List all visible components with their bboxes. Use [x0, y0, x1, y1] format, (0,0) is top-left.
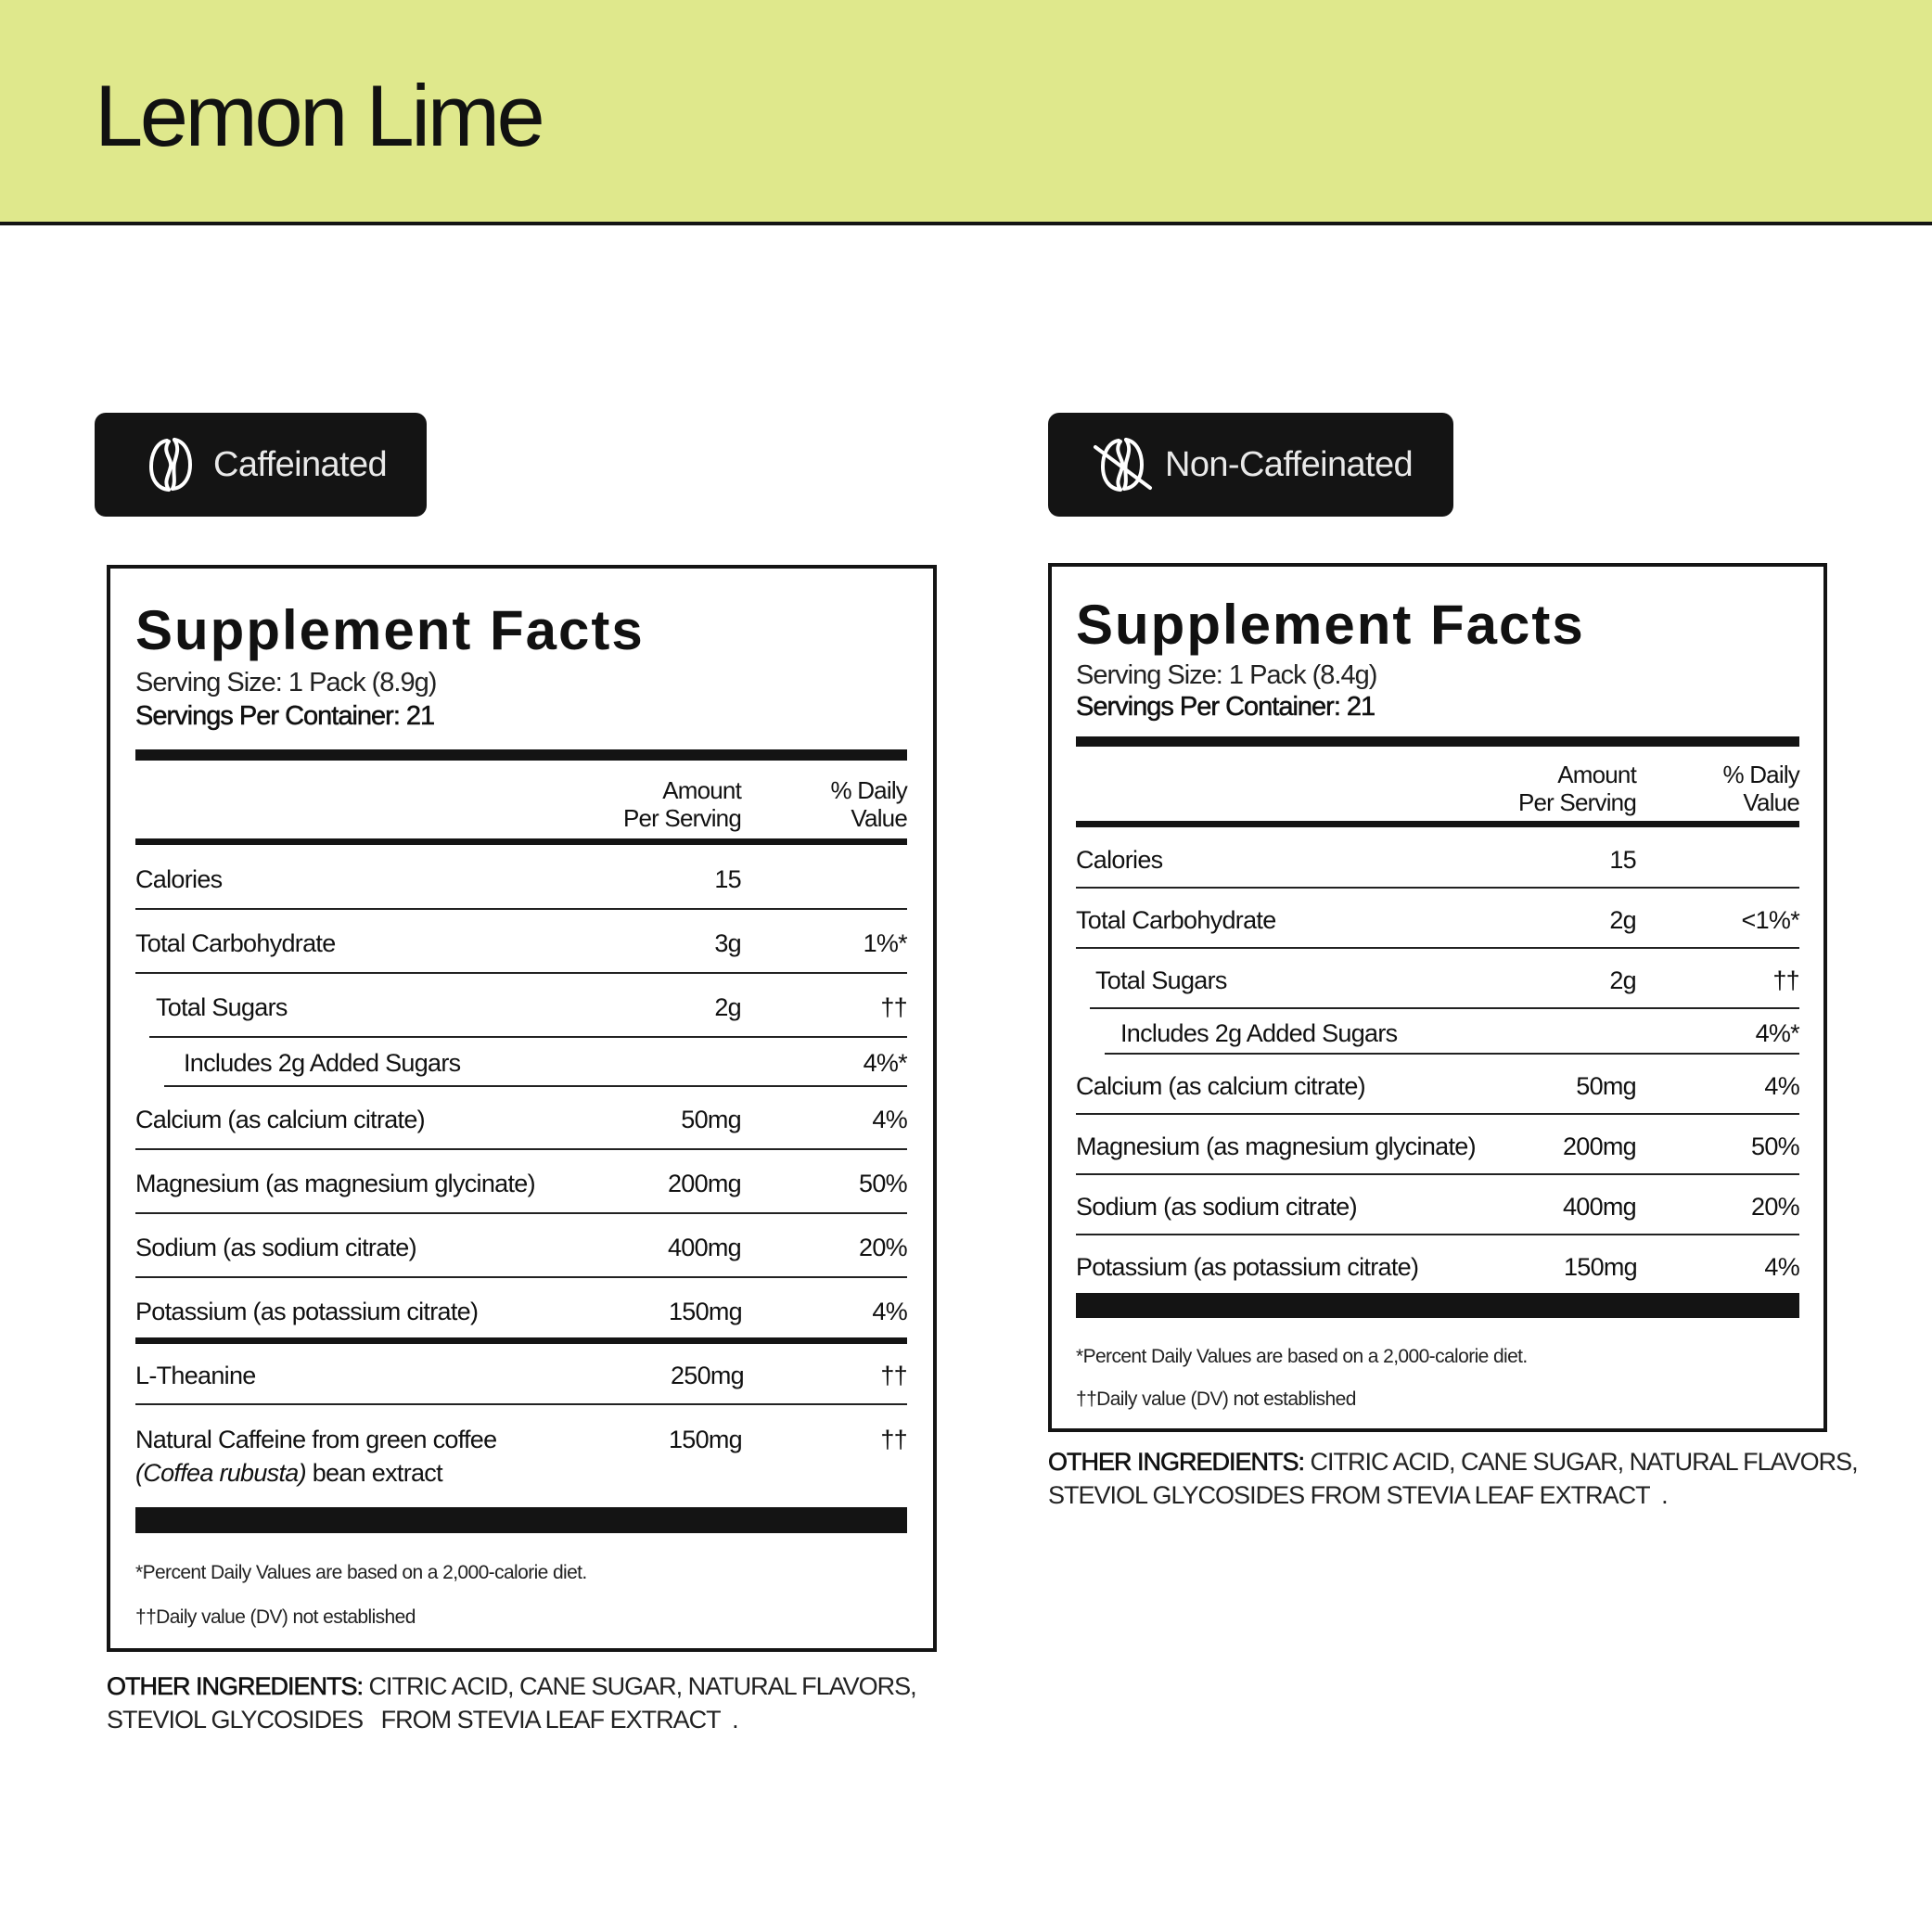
daily-value-column-header — [1670, 761, 1799, 816]
non-caffeinated-badge — [1048, 413, 1453, 517]
serving-size: Serving Size: 1 Pack (8.4g) — [1076, 660, 1377, 690]
ingredients-text: CITRIC ACID, CANE SUGAR, NATURAL FLAVORS, — [363, 1672, 916, 1700]
row-divider — [135, 972, 907, 974]
nutrient-daily-value: †† — [880, 993, 907, 1021]
amount-column-header — [1488, 761, 1636, 816]
footnote-percent-dv: *Percent Daily Values are based on a 2,000-calorie diet. — [1076, 1346, 1528, 1367]
nutrient-daily-value: †† — [880, 1426, 907, 1453]
nutrient-amount: 400mg — [667, 1234, 741, 1261]
row-divider — [149, 1036, 907, 1038]
row-divider — [1076, 947, 1799, 949]
nutrient-amount: 250mg — [670, 1362, 744, 1389]
row-divider — [135, 908, 907, 910]
medium-divider — [135, 838, 907, 845]
amount-header-line1: Amount — [1557, 761, 1636, 788]
row-divider — [1076, 1113, 1799, 1115]
label-rest: bean extract — [305, 1459, 442, 1487]
nutrient-amount: 50mg — [1576, 1072, 1636, 1100]
nutrient-amount: 15 — [1609, 846, 1636, 874]
facts-title: Supplement Facts — [135, 599, 645, 661]
nutrient-label: Total Carbohydrate — [1076, 906, 1276, 934]
nutrient-daily-value: 4% — [872, 1298, 907, 1325]
thick-divider — [1076, 736, 1799, 747]
row-divider — [1090, 1007, 1799, 1009]
thick-bottom-bar — [1076, 1293, 1799, 1318]
dv-header-line1: % Daily — [1722, 761, 1799, 788]
nutrient-label: Includes 2g Added Sugars — [184, 1049, 461, 1077]
nutrient-label: Total Sugars — [156, 993, 288, 1021]
dv-header-line2: Value — [1743, 788, 1799, 816]
other-ingredients-line1 — [107, 1670, 941, 1703]
nutrient-amount: 200mg — [1562, 1132, 1636, 1160]
non-caffeinated-badge-label: Non-Caffeinated — [1165, 444, 1414, 484]
nutrient-amount: 150mg — [668, 1298, 742, 1325]
nutrient-daily-value: <1%* — [1741, 906, 1799, 934]
row-divider — [1076, 887, 1799, 889]
nutrient-label: Calcium (as calcium citrate) — [135, 1106, 425, 1133]
daily-value-column-header — [778, 776, 907, 832]
nutrient-daily-value: 4% — [872, 1106, 907, 1133]
nutrient-daily-value: 1%* — [863, 929, 907, 957]
nutrient-amount: 200mg — [667, 1170, 741, 1197]
nutrient-label: Magnesium (as magnesium glycinate) — [135, 1170, 535, 1197]
nutrient-label: Calories — [1076, 846, 1163, 874]
nutrient-daily-value: †† — [880, 1362, 907, 1389]
row-divider — [135, 1212, 907, 1214]
dv-header-line1: % Daily — [830, 776, 907, 804]
latin-name: (Coffea rubusta) — [135, 1459, 306, 1487]
nutrient-daily-value: 4% — [1764, 1253, 1799, 1281]
nutrient-label: Includes 2g Added Sugars — [1120, 1019, 1398, 1047]
non-caffeinated-other-ingredients — [1048, 1445, 1883, 1512]
dv-header-line2: Value — [851, 804, 907, 832]
nutrient-daily-value: 4% — [1764, 1072, 1799, 1100]
other-ingredients-line2: STEVIOL GLYCOSIDES FROM STEVIA LEAF EXTRACT . — [1048, 1481, 1668, 1509]
nutrient-daily-value: 4%* — [863, 1049, 907, 1077]
nutrient-label: Total Sugars — [1095, 966, 1227, 994]
servings-per-container: Servings Per Container: 21 — [135, 701, 435, 731]
row-divider — [1076, 1234, 1799, 1235]
nutrient-daily-value: †† — [1772, 966, 1799, 994]
nutrient-label: Sodium (as sodium citrate) — [135, 1234, 416, 1261]
caffeinated-supplement-facts — [107, 565, 937, 1652]
amount-header-line2: Per Serving — [622, 804, 741, 832]
nutrient-amount: 2g — [714, 993, 741, 1021]
flavor-title: Lemon Lime — [95, 67, 543, 164]
nutrient-amount: 2g — [1609, 966, 1636, 994]
nutrient-amount: 50mg — [681, 1106, 741, 1133]
amount-header-line2: Per Serving — [1517, 788, 1636, 816]
nutrient-label: Potassium (as potassium citrate) — [1076, 1253, 1419, 1281]
nutrient-label: Natural Caffeine from green coffee — [135, 1426, 497, 1453]
nutrient-daily-value: 20% — [1751, 1193, 1799, 1221]
nutrient-amount: 400mg — [1562, 1193, 1636, 1221]
amount-header-line1: Amount — [662, 776, 741, 804]
flavor-header — [0, 0, 1932, 225]
nutrient-daily-value: 4%* — [1755, 1019, 1799, 1047]
caffeinated-badge — [95, 413, 427, 517]
no-coffee-bean-icon — [1093, 437, 1154, 493]
thick-bottom-bar — [135, 1507, 907, 1533]
nutrient-label-line2 — [135, 1461, 442, 1486]
row-divider — [1105, 1053, 1799, 1055]
medium-divider — [1076, 821, 1799, 827]
footnote-dv-not-established: ††Daily value (DV) not established — [1076, 1388, 1356, 1410]
caffeinated-other-ingredients — [107, 1670, 941, 1736]
nutrient-label: Potassium (as potassium citrate) — [135, 1298, 479, 1325]
other-ingredients-label: OTHER INGREDIENTS: — [107, 1672, 364, 1700]
nutrient-label: Calcium (as calcium citrate) — [1076, 1072, 1365, 1100]
row-divider — [1076, 1173, 1799, 1175]
nutrient-amount: 2g — [1609, 906, 1636, 934]
nutrient-amount: 15 — [714, 865, 741, 893]
other-ingredients-label: OTHER INGREDIENTS: — [1048, 1448, 1305, 1476]
row-divider — [164, 1085, 907, 1087]
footnote-percent-dv: *Percent Daily Values are based on a 2,000-calorie diet. — [135, 1562, 587, 1583]
ingredients-text: CITRIC ACID, CANE SUGAR, NATURAL FLAVORS, — [1304, 1448, 1858, 1476]
nutrient-daily-value: 50% — [859, 1170, 907, 1197]
row-divider — [135, 1403, 907, 1405]
non-caffeinated-supplement-facts — [1048, 563, 1827, 1432]
servings-per-container: Servings Per Container: 21 — [1076, 692, 1375, 722]
footnote-dv-not-established: ††Daily value (DV) not established — [135, 1606, 416, 1628]
nutrient-label: L-Theanine — [135, 1362, 256, 1389]
facts-title: Supplement Facts — [1076, 594, 1585, 656]
medium-divider — [135, 1337, 907, 1344]
nutrient-amount: 3g — [714, 929, 741, 957]
thick-divider — [135, 749, 907, 761]
nutrient-daily-value: 20% — [859, 1234, 907, 1261]
nutrient-label: Calories — [135, 865, 223, 893]
nutrient-daily-value: 50% — [1751, 1132, 1799, 1160]
nutrient-label: Total Carbohydrate — [135, 929, 336, 957]
nutrient-amount: 150mg — [1563, 1253, 1637, 1281]
other-ingredients-line1 — [1048, 1445, 1883, 1478]
nutrient-amount: 150mg — [668, 1426, 742, 1453]
serving-size: Serving Size: 1 Pack (8.9g) — [135, 668, 437, 697]
other-ingredients-line2: STEVIOL GLYCOSIDES FROM STEVIA LEAF EXTRACT . — [107, 1706, 738, 1734]
nutrient-label: Magnesium (as magnesium glycinate) — [1076, 1132, 1476, 1160]
caffeinated-badge-label: Caffeinated — [213, 444, 388, 484]
row-divider — [135, 1148, 907, 1150]
coffee-bean-icon — [147, 437, 195, 493]
row-divider — [135, 1276, 907, 1278]
amount-column-header — [593, 776, 741, 832]
nutrient-label: Sodium (as sodium citrate) — [1076, 1193, 1357, 1221]
